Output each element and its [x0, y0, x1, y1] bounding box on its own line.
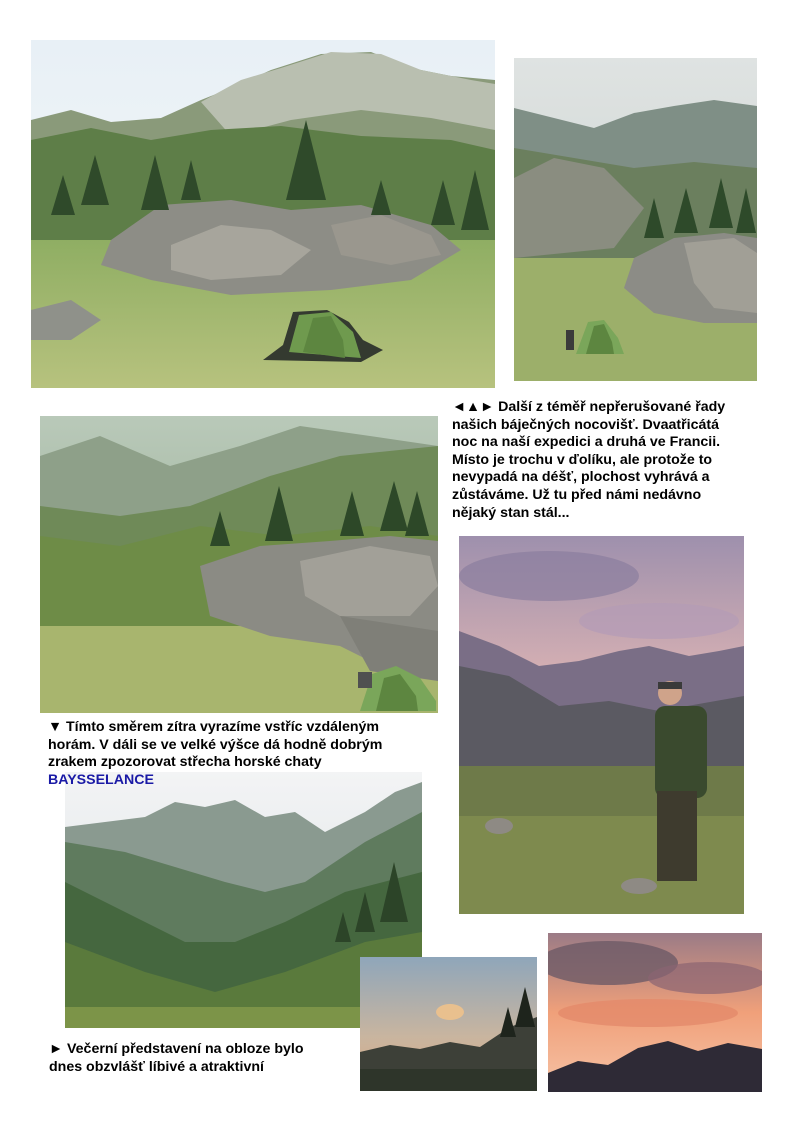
caption-line: ◄▲► Další z téměř nepřerušované řady: [452, 399, 726, 415]
caption-sky: [49, 1041, 304, 1076]
photo-sunset-clouds: [548, 933, 762, 1092]
caption-line: našich báječných nocovišť. Dvaatřicátá: [452, 416, 720, 433]
photo-man-at-dusk: [459, 536, 744, 914]
photo-hillside-rocks: [40, 416, 438, 713]
caption-line: zrakem zpozorovat střecha horské chaty: [48, 754, 322, 771]
caption-line: dnes obzvlášť líbivé a atraktivní: [49, 1058, 264, 1075]
caption-line: zůstáváme. Už tu před námi nedávno: [452, 486, 702, 503]
caption-line: ► Večerní představení na obloze bylo: [49, 1041, 304, 1057]
photo-camp-under-peak: [31, 40, 495, 388]
caption-line: nějaký stan stál...: [452, 504, 570, 521]
caption-line: nevypadá na déšť, plochost vyhrává a: [452, 469, 710, 486]
caption-direction: [48, 719, 382, 789]
hut-name-highlight: BAYSSELANCE: [48, 771, 154, 788]
caption-line: ▼ Tímto směrem zítra vyrazíme vstříc vzdáleným: [48, 719, 380, 735]
caption-camp: [452, 399, 725, 522]
caption-line: horám. V dáli se ve velké výšce dá hodně dobrým: [48, 736, 383, 753]
photo-tent-valley: [514, 58, 757, 381]
caption-line: noc na naší expedici a druhá ve Francii.: [452, 434, 721, 451]
caption-line: Místo je trochu v ďolíku, ale protože to: [452, 451, 713, 468]
photo-dusk-ridge: [360, 957, 537, 1091]
